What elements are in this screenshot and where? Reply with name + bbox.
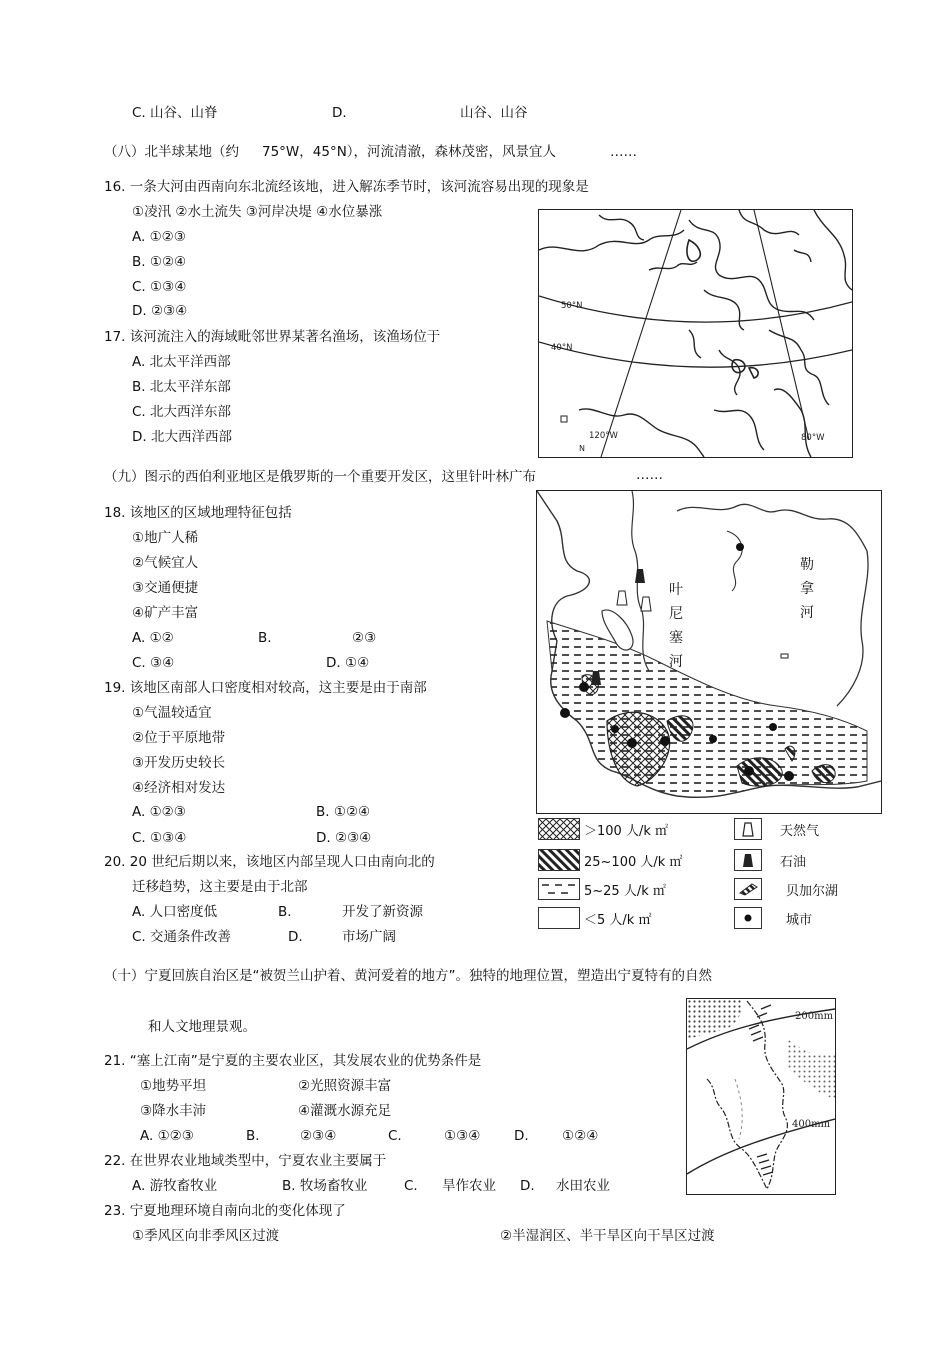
q15-option-d: 山谷、山谷 [460, 105, 528, 121]
q18-option-b-label: B. [258, 630, 272, 646]
legend-swatch-25-100 [538, 849, 580, 871]
lena-river-label [800, 556, 814, 621]
q18-choice-4: ④矿产丰富 [132, 605, 199, 621]
yenisei-char: 塞 [669, 630, 683, 646]
q18-choice-2: ②气候宜人 [132, 555, 199, 571]
q20-option-d-label: D. [288, 929, 303, 945]
q19-choice-4: ④经济相对发达 [132, 780, 226, 796]
q18-option-a: A. ①② [132, 630, 174, 646]
q22-option-a: A. 游牧畜牧业 [132, 1178, 218, 1194]
legend-label-over-100: ＞100 人/k ㎡ [584, 824, 668, 839]
lon-80-label: 80°W [801, 433, 825, 443]
q17-stem: 17. 该河流注入的海域毗邻世界某著名渔场，该渔场位于 [104, 329, 441, 345]
lon-120-label: 120°W [589, 431, 618, 441]
yenisei-char: 河 [669, 654, 683, 670]
q21-option-c-label: C. [388, 1128, 402, 1144]
section-8-ellipsis: …… [610, 144, 637, 160]
legend-label-5-25: 5~25 人/k ㎡ [584, 884, 666, 899]
q21-option-c: ①③④ [444, 1128, 481, 1144]
q19-stem: 19. 该地区南部人口密度相对较高，这主要是由于南部 [104, 680, 427, 696]
natural-gas-icon [734, 818, 762, 840]
q22-option-c: 旱作农业 [442, 1178, 496, 1194]
lena-char: 拿 [800, 581, 814, 597]
lake-baikal-icon [734, 878, 762, 900]
q17-option-b: B. 北太平洋东部 [132, 379, 231, 395]
q19-choice-3: ③开发历史较长 [132, 755, 226, 771]
q19-choice-2: ②位于平原地带 [132, 730, 226, 746]
q18-stem: 18. 该地区的区域地理特征包括 [104, 505, 292, 521]
q19-option-b: B. ①②④ [316, 804, 371, 820]
siberia-map [536, 490, 882, 814]
q21-stem: 21. “塞上江南”是宁夏的主要农业区，其发展农业的优势条件是 [104, 1053, 482, 1069]
legend-swatch-under-5 [538, 907, 580, 929]
section-10-intro-continued: 和人文地理景观。 [148, 1019, 256, 1035]
yenisei-char: 尼 [669, 606, 683, 622]
section-8-intro: （八）北半球某地（约 [104, 144, 239, 160]
q18-choice-1: ①地广人稀 [132, 530, 199, 546]
q18-choice-3: ③交通便捷 [132, 580, 199, 596]
q20-stem: 20. 20 世纪后期以来，该地区内部呈现人口由南向北的 [104, 854, 435, 870]
legend-label-gas: 天然气 [780, 824, 820, 839]
q21-option-d-label: D. [514, 1128, 529, 1144]
siberia-map-drawing [537, 491, 881, 813]
q22-option-d: 水田农业 [556, 1178, 610, 1194]
north-america-map [538, 209, 853, 458]
q15-option-c: C. 山谷、山脊 [132, 105, 218, 121]
q16-stem: 16. 一条大河由西南向东北流经该地，进入解冻季节时，该河流容易出现的现象是 [104, 179, 589, 195]
north-label: N [579, 444, 585, 453]
q16-option-c: C. ①③④ [132, 279, 187, 295]
q20-option-c: C. 交通条件改善 [132, 929, 232, 945]
yenisei-river-label [669, 582, 683, 670]
q17-option-a: A. 北太平洋西部 [132, 354, 231, 370]
q21-choice-3: ③降水丰沛 [140, 1103, 207, 1119]
map-marker-box [561, 416, 567, 422]
q22-option-c-label: C. [404, 1178, 418, 1194]
north-america-map-drawing [539, 210, 852, 457]
q22-stem: 22. 在世界农业地域类型中，宁夏农业主要属于 [104, 1153, 387, 1169]
legend-label-25-100: 25~100 人/k ㎡ [584, 855, 683, 870]
q23-stem: 23. 宁夏地理环境自南向北的变化体现了 [104, 1203, 346, 1219]
q21-choice-2: ②光照资源丰富 [298, 1078, 392, 1094]
q21-choice-4: ④灌溉水源充足 [298, 1103, 392, 1119]
q21-option-d: ①②④ [562, 1128, 599, 1144]
q20-option-d: 市场广阔 [342, 929, 396, 945]
q19-option-d: D. ②③④ [316, 830, 372, 846]
q22-option-d-label: D. [520, 1178, 535, 1194]
q19-option-c: C. ①③④ [132, 830, 187, 846]
lena-char: 勒 [800, 557, 814, 573]
q21-option-b-label: B. [246, 1128, 260, 1144]
ningxia-map-drawing [687, 999, 835, 1194]
q15-option-d-label: D. [332, 105, 347, 121]
legend-label-baikal: 贝加尔湖 [786, 884, 839, 899]
q23-choice-1: ①季风区向非季风区过渡 [132, 1228, 280, 1244]
section-10-intro: （十）宁夏回族自治区是“被贺兰山护着、黄河爱着的地方”。独特的地理位置，塑造出宁夏特有的自然 [104, 968, 712, 984]
lena-char: 河 [800, 605, 814, 621]
q23-choice-2: ②半湿润区、半干旱区向干旱区过渡 [500, 1228, 715, 1244]
q17-option-c: C. 北大西洋东部 [132, 404, 232, 420]
q20-option-a: A. 人口密度低 [132, 904, 218, 920]
q18-option-d: D. ①④ [326, 655, 370, 671]
legend-swatch-5-25 [538, 878, 580, 900]
q20-option-b: 开发了新资源 [342, 904, 423, 920]
q18-option-c: C. ③④ [132, 655, 175, 671]
q16-option-a: A. ①②③ [132, 229, 186, 245]
lat-50-label: 50°N [561, 301, 583, 311]
q16-option-b: B. ①②④ [132, 254, 187, 270]
yenisei-char: 叶 [669, 582, 683, 598]
legend-swatch-over-100 [538, 818, 580, 840]
legend-label-city: 城市 [786, 913, 813, 928]
q22-option-b: B. 牧场畜牧业 [282, 1178, 368, 1194]
section-8-intro-rest: 75°W，45°N），河流清澈，森林茂密，风景宜人 [262, 144, 557, 160]
q21-choice-1: ①地势平坦 [140, 1078, 207, 1094]
section-9-ellipsis: …… [636, 467, 663, 483]
q20-stem-continued: 迁移趋势，这主要是由于北部 [132, 879, 308, 895]
isohyet-200-label: 200mm [795, 1011, 834, 1022]
q21-option-a: A. ①②③ [140, 1128, 194, 1144]
q19-choice-1: ①气温较适宜 [132, 705, 212, 721]
q16-option-d: D. ②③④ [132, 303, 188, 319]
legend-label-oil: 石油 [780, 855, 807, 870]
city-icon [734, 907, 762, 929]
q16-choices: ①凌汛 ②水土流失 ③河岸决堤 ④水位暴涨 [132, 204, 383, 220]
q17-option-d: D. 北大西洋西部 [132, 429, 232, 445]
ningxia-map [686, 998, 836, 1195]
q21-option-b: ②③④ [300, 1128, 337, 1144]
q20-option-b-label: B. [278, 904, 292, 920]
lat-40-label: 40°N [551, 343, 573, 353]
isohyet-400-label: 400mm [792, 1119, 831, 1130]
section-9-intro: （九）图示的西伯利亚地区是俄罗斯的一个重要开发区，这里针叶林广布 [104, 469, 536, 485]
oil-icon [734, 849, 762, 871]
q18-option-b: ②③ [352, 630, 377, 646]
legend-label-under-5: ＜5 人/k ㎡ [584, 913, 652, 928]
q19-option-a: A. ①②③ [132, 804, 186, 820]
